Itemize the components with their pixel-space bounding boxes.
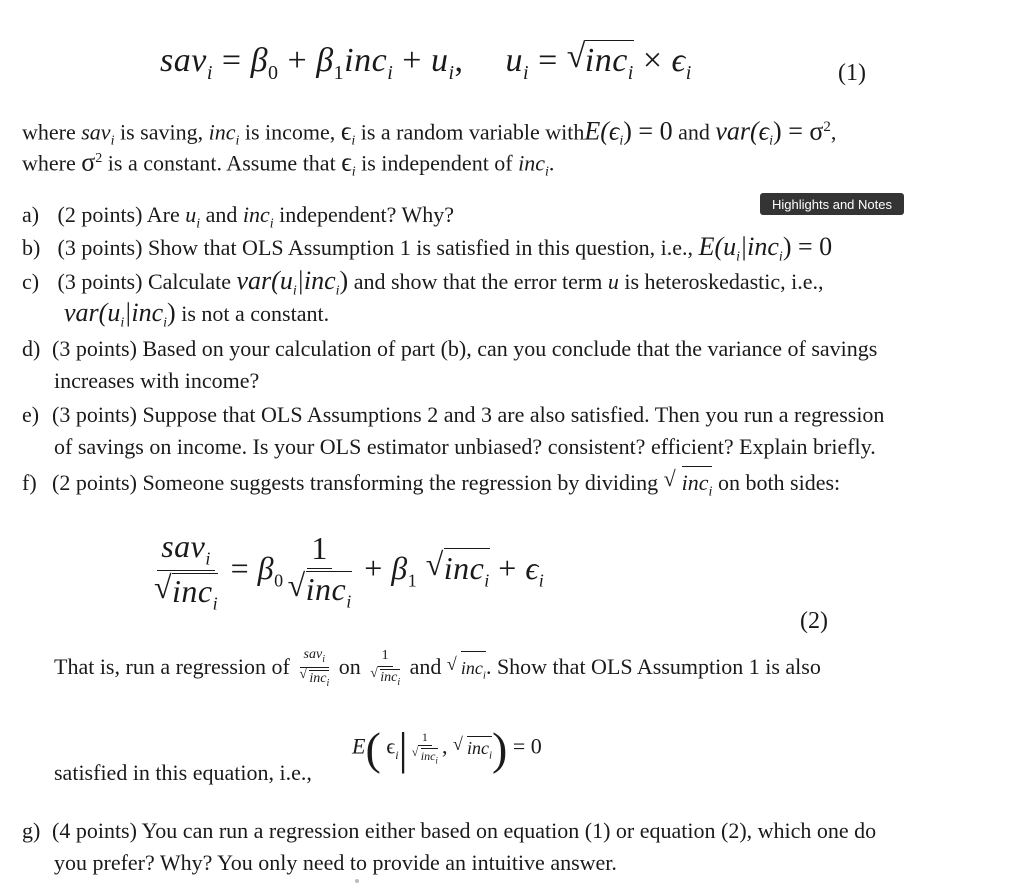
question-c-math-tail: ) (339, 266, 349, 295)
question-e-line1: (3 points) Suppose that OLS Assumptions 2 and 3 are also satisfied. Then you run a regression (52, 402, 885, 427)
eq2-rhs-fraction: 1 √ inc$_i$ (284, 532, 356, 611)
final-one: 1 (421, 729, 428, 744)
final-inc: inc (420, 749, 436, 764)
question-c-pre: (3 points) Calculate (57, 269, 232, 294)
question-e (22, 400, 884, 430)
eq2-beta1: β (391, 550, 408, 587)
intro-eps: ϵ (340, 116, 352, 146)
intro-variance: var(ϵ (715, 116, 770, 146)
regression-one: 1 (381, 648, 389, 664)
eq2-number: (2) (800, 608, 828, 634)
intro-expectation-tail: ) = 0 (623, 116, 673, 146)
intro-line-1: where sav$_i$ is saving, inc$_i$ is income, $\epsilon_i$ is a random variable $withE(\epsilon_i) = 0$ and $var(\epsilon_i) = \sigma^2$, (22, 116, 837, 149)
eq1-eps-sub: i (685, 61, 692, 84)
eq2-beta1-sub: 1 (407, 570, 418, 591)
eq1-u: u (430, 42, 449, 79)
intro-expectation: E(ϵ (584, 116, 620, 146)
intro-variance-tail: ) = σ (773, 116, 824, 146)
regression-fraction-2: 1 √ inc$_i$ (366, 649, 404, 688)
regression-fraction-1: sav$_i$ √ inc$_i$ (295, 648, 333, 690)
eq1-u2-sub: i (523, 61, 530, 84)
eq1-beta0: β (250, 42, 269, 79)
eq1-inc: inc (344, 42, 388, 79)
equation-1 (160, 40, 692, 85)
intro-is-saving: is saving, (119, 119, 204, 145)
eq2-plus2: + (498, 550, 517, 587)
question-f-sqrt: √ inc$_i$ (664, 466, 713, 507)
intro-eps-2: ϵ (341, 147, 352, 177)
intro-random-variable: is a random variable with (360, 119, 585, 145)
eq1-beta1-sub: 1 (333, 61, 345, 84)
question-e-label: e) (22, 402, 40, 427)
intro-variance-sup: 2 (823, 119, 831, 135)
question-a-post: independent? Why? (279, 202, 455, 227)
eq2-one: 1 (311, 530, 328, 567)
intro-comma: , (830, 119, 837, 145)
eq2-beta0-sub: 0 (274, 570, 284, 591)
eq2-inc: inc (443, 550, 485, 587)
regression-sav: sav (303, 647, 323, 662)
question-c-post2: is heteroskedastic, i.e., (624, 269, 824, 294)
question-g (22, 816, 876, 846)
eq2-plus: + (364, 550, 383, 587)
eq2-den2: inc (305, 570, 347, 607)
question-b: b) (3 points) Show that OLS Assumption 1 is satisfied in this question, i.e., $E(u_i|inc_i) = 0$ (22, 232, 833, 265)
intro-period: . (548, 150, 555, 176)
question-b-math: E(u (698, 232, 737, 261)
final-comma: , (441, 733, 448, 759)
question-a-u: u (185, 202, 197, 227)
eq2-sqrt: √ inc$_i$ (426, 548, 490, 591)
question-c-u: u (607, 269, 619, 294)
question-e-line-2: of savings on income. Is your OLS estimator unbiased? consistent? efficient? Explain briefly. (54, 434, 876, 459)
eq1-beta0-sub: 0 (268, 61, 279, 84)
eq1-sqrt (567, 40, 634, 85)
final-sqrt: √ inc$_i$ (453, 736, 492, 762)
question-a-mid: and (205, 202, 238, 227)
question-b-label: b) (22, 235, 41, 260)
question-c-math: var(u (236, 266, 293, 295)
question-a-label: a) (22, 202, 40, 227)
highlights-notes-badge[interactable]: Highlights and Notes (760, 193, 904, 215)
eq2-num: sav (161, 528, 206, 564)
intro-where-2: where (22, 150, 76, 176)
regression-inc-3: inc (460, 657, 483, 678)
regression-inc-2: inc (380, 670, 398, 685)
question-b-math-tail: ) = 0 (782, 232, 833, 261)
question-d-line1: (3 points) Based on your calculation of part (b), can you conclude that the variance of savings (52, 336, 878, 361)
cursor-dot (355, 879, 359, 883)
eq1-beta1: β (316, 42, 334, 79)
eq1-plus: + (287, 42, 308, 79)
question-c: c) (3 points) Calculate $var(u_i|inc_i)$ and show that the error term u is heteroskedastic, i.e., (22, 266, 824, 299)
question-g-label: g) (22, 818, 41, 843)
question-c-line2-tail: ) (167, 298, 176, 327)
intro-and: and (678, 119, 710, 145)
question-b-math-mid: |inc (740, 232, 779, 261)
eq1-sqrt-sub: i (627, 61, 634, 84)
eq1-u-sub: i (448, 61, 455, 84)
question-d-line-2: increases with income? (54, 368, 260, 393)
eq1-sqrt-inc: inc (584, 42, 628, 79)
final-fraction: 1 √ inc$_i$ (408, 731, 442, 766)
eq1-sav: sav (160, 42, 207, 79)
question-a-inc: inc (242, 202, 270, 227)
intro-sigma-sup: 2 (95, 151, 103, 166)
regression-pre: That is, run a regression of (54, 653, 290, 679)
question-c-line-2: $var(u_i|inc_i)$ is not a constant. (64, 298, 330, 331)
regression-inc: inc (309, 671, 327, 687)
question-g-line1: (4 points) You can run a regression either based on equation (1) or equation (2), which one do (52, 818, 877, 843)
intro-independent: is independent of (361, 150, 513, 176)
regression-post: . Show that OLS Assumption 1 is also (485, 653, 821, 679)
final-condition-math: E( $\epsilon_i|$ 1 √ inc$_i$ , √ inc$_i$) = 0 (352, 722, 542, 775)
final-inc-2: inc (466, 737, 489, 758)
intro-constant: is a constant. Assume that (107, 150, 336, 176)
question-d (22, 334, 877, 364)
equation-2: sav$_i$ √ inc$_i$ = $\beta_0$ 1 √ inc$_i$ + $\beta_1$ √ $inc_i + \epsilon_i$ (150, 530, 544, 614)
eq1-times: × (642, 42, 663, 79)
intro-is-income: is income, (244, 119, 336, 145)
intro-sav: sav (81, 119, 111, 145)
question-g-line-2: you prefer? Why? You only need to provide an intuitive answer. (54, 850, 617, 875)
question-f-label: f) (22, 470, 37, 495)
question-a: a) (2 points) Are $u_i$ and inc$_i$ independent? Why? (22, 202, 455, 232)
eq2-equals: = (230, 550, 250, 587)
eq1-sub: i (206, 61, 213, 84)
eq2-beta0: β (257, 550, 275, 587)
eq2-den: inc (172, 573, 213, 610)
eq1-equals: = (221, 42, 242, 79)
eq1-plus2: + (402, 42, 422, 79)
question-c-line2-post: is not a constant. (181, 301, 330, 326)
question-c-label: c) (22, 269, 40, 294)
eq1-number: (1) (838, 60, 866, 86)
regression-sqrt: √ inc$_i$ (447, 651, 486, 691)
regression-and: and (409, 653, 442, 679)
final-E: E (352, 733, 366, 759)
intro-line-2: where $\sigma^2$ is a constant. Assume that $\epsilon_i$ is independent of inc$_i$. (22, 147, 555, 180)
intro-inc: inc (208, 119, 236, 145)
question-a-pre: (2 points) Are (57, 202, 180, 227)
question-b-pre: (3 points) Show that OLS Assumption 1 is satisfied in this question, i.e., (57, 235, 694, 260)
eq1-eps: ϵ (671, 42, 686, 79)
question-c-line2-mid: |inc (124, 298, 164, 327)
eq2-eps: ϵ (525, 550, 539, 587)
eq1-equals2: = (538, 42, 558, 79)
final-condition-text: satisfied in this equation, i.e., (54, 760, 312, 785)
intro-inc-2: inc (518, 150, 546, 176)
intro-where: where (22, 119, 76, 145)
question-f (22, 466, 840, 507)
eq1-inc-sub: i (387, 61, 394, 84)
eq2-lhs-fraction: sav$_i$ √ inc$_i$ (150, 530, 222, 614)
regression-on: on (338, 653, 361, 679)
eq1-u2: u (505, 42, 523, 79)
eq1-comma: , (454, 42, 464, 79)
regression-line (54, 648, 821, 690)
question-f-post: on both sides: (717, 470, 841, 495)
intro-sigma: σ (81, 147, 96, 177)
question-c-line2-math: var(u (64, 298, 121, 327)
final-eps: ϵ (386, 733, 396, 759)
question-d-label: d) (22, 336, 41, 361)
question-f-pre: (2 points) Someone suggests transforming the regression by dividing (52, 470, 659, 495)
question-c-post: and show that the error term (353, 269, 603, 294)
final-tail: = 0 (512, 733, 542, 759)
question-c-math-mid: |inc (296, 266, 336, 295)
question-f-inc: inc (681, 470, 709, 495)
